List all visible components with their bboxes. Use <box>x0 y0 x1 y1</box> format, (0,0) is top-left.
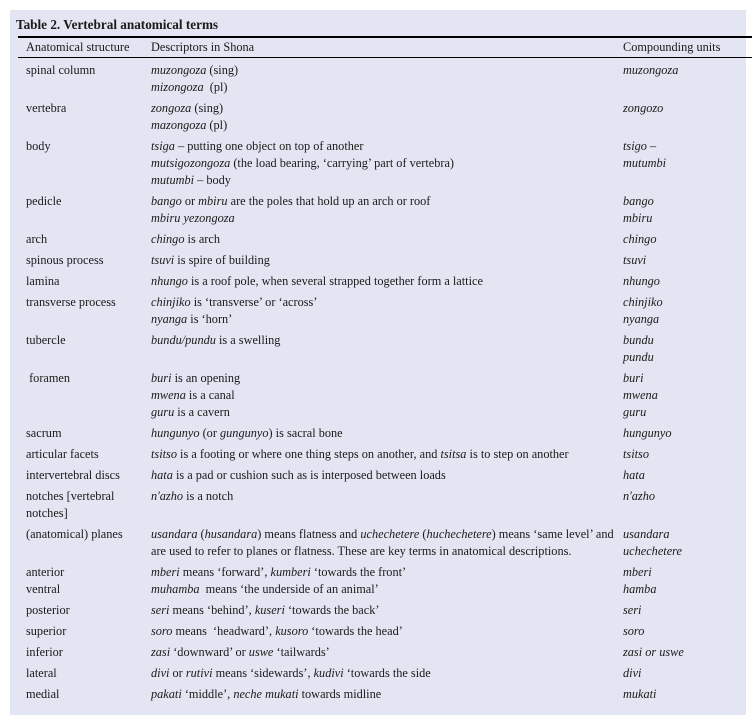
shona-descriptor-cell <box>151 644 611 661</box>
shona-term: mbiru yezongoza <box>151 211 235 225</box>
shona-term: chinjiko <box>151 295 191 309</box>
descriptor-line <box>151 332 611 349</box>
descriptor-line <box>151 404 611 421</box>
anatomical-structure-cell <box>26 665 141 682</box>
compounding-unit-cell <box>623 294 748 328</box>
compounding-unit: mutumbi <box>623 156 667 170</box>
descriptor-line <box>151 100 611 117</box>
anatomical-structure-cell <box>26 581 141 598</box>
descriptor-line <box>151 311 611 328</box>
descriptor-text: or <box>169 666 186 680</box>
shona-term: tsuvi <box>151 253 175 267</box>
descriptor-line <box>151 370 611 387</box>
descriptor-text: is a canal <box>185 388 235 402</box>
shona-term: neche mukati <box>233 687 299 701</box>
shona-term: n'azho <box>151 489 184 503</box>
header-anatomical-structure: Anatomical structure <box>26 40 130 54</box>
structure-line: spinal column <box>26 63 96 77</box>
shona-term: zasi <box>151 645 171 659</box>
descriptor-text: – putting one object on top of another <box>174 139 364 153</box>
descriptor-line <box>151 564 611 581</box>
compounding-unit: hamba <box>623 582 657 596</box>
anatomical-structure-cell <box>26 231 141 248</box>
anatomical-structure-cell <box>26 488 141 522</box>
shona-term: kudivi <box>313 666 344 680</box>
compounding-unit-cell <box>623 273 748 290</box>
descriptor-text: (pl) <box>206 118 228 132</box>
shona-term: muhamba <box>151 582 200 596</box>
anatomical-structure-cell <box>26 252 141 269</box>
descriptor-line <box>151 623 611 640</box>
shona-term: rutivi <box>185 666 213 680</box>
compounding-unit: chinjiko <box>623 295 663 309</box>
descriptor-line <box>151 665 611 682</box>
shona-term: seri <box>151 603 170 617</box>
descriptor-text: ) means flatness and <box>257 527 361 541</box>
structure-line: anterior <box>26 565 65 579</box>
shona-term: pakati <box>151 687 182 701</box>
structure-line: ventral <box>26 582 61 596</box>
anatomical-structure-cell <box>26 526 141 543</box>
structure-line: intervertebral discs <box>26 468 120 482</box>
shona-descriptor-cell <box>151 231 611 248</box>
compounding-unit-cell <box>623 644 748 661</box>
shona-descriptor-cell <box>151 488 611 505</box>
descriptor-text: are used to refer to planes or flatness. These are key terms in anatomical descriptions. <box>151 544 572 558</box>
descriptor-line <box>151 686 611 703</box>
shona-term: usandara <box>151 527 198 541</box>
descriptor-text: is a roof pole, when several strapped together form a lattice <box>187 274 483 288</box>
compounding-unit: hungunyo <box>623 426 672 440</box>
compounding-unit: mberi <box>623 565 652 579</box>
compounding-unit-cell <box>623 193 748 227</box>
shona-descriptor-cell <box>151 526 614 560</box>
shona-term: guru <box>151 405 175 419</box>
structure-line: lateral <box>26 666 57 680</box>
descriptor-text: is to step on another <box>466 447 569 461</box>
descriptor-line <box>151 210 611 227</box>
compounding-unit: pundu <box>623 350 654 364</box>
shona-term: kumberi <box>270 565 311 579</box>
shona-descriptor-cell <box>151 62 611 96</box>
compounding-unit-cell <box>623 665 748 682</box>
compounding-unit: hata <box>623 468 645 482</box>
shona-term: mutumbi <box>151 173 195 187</box>
compounding-unit-cell <box>623 332 748 366</box>
compounding-unit: chingo <box>623 232 657 246</box>
shona-term: mutsigozongoza <box>151 156 231 170</box>
descriptor-text: means ‘headward’, <box>172 624 276 638</box>
shona-term: zongoza <box>151 101 192 115</box>
shona-term: kusoro <box>275 624 309 638</box>
compounding-unit-cell <box>623 231 748 248</box>
descriptor-text: (sing) <box>191 101 224 115</box>
shona-term: mwena <box>151 388 186 402</box>
descriptor-text: means ‘the underside of an animal’ <box>199 582 379 596</box>
descriptor-text: is ‘horn’ <box>187 312 233 326</box>
compounding-unit: seri <box>623 603 642 617</box>
descriptor-text: (or <box>199 426 220 440</box>
compounding-unit-cell <box>623 602 748 619</box>
compounding-unit-cell <box>623 564 748 581</box>
structure-line: notches [vertebral <box>26 489 115 503</box>
descriptor-line <box>151 644 611 661</box>
shona-descriptor-cell <box>151 446 611 463</box>
descriptor-text: is arch <box>184 232 220 246</box>
descriptor-text: ) is sacral bone <box>268 426 343 440</box>
structure-line: lamina <box>26 274 60 288</box>
shona-descriptor-cell <box>151 665 611 682</box>
descriptor-text: (sing) <box>206 63 239 77</box>
shona-term: hata <box>151 468 173 482</box>
shona-term: chingo <box>151 232 185 246</box>
shona-term: muzongoza <box>151 63 207 77</box>
compounding-unit: soro <box>623 624 645 638</box>
shona-term: mazongoza <box>151 118 207 132</box>
compounding-unit: mukati <box>623 687 657 701</box>
anatomical-structure-cell <box>26 467 141 484</box>
compounding-unit-cell <box>623 425 748 442</box>
compounding-unit-cell <box>623 488 748 505</box>
header-descriptors: Descriptors in Shona <box>151 40 255 54</box>
anatomical-structure-cell <box>26 100 141 117</box>
descriptor-line <box>151 155 611 172</box>
descriptor-text: ‘tailwards’ <box>273 645 330 659</box>
shona-term: uswe <box>248 645 274 659</box>
descriptor-text: ‘towards the front’ <box>310 565 407 579</box>
descriptor-line <box>151 172 611 189</box>
top-rule <box>18 36 752 38</box>
compounding-unit: mbiru <box>623 211 653 225</box>
descriptor-text: ( <box>419 527 427 541</box>
descriptor-line <box>151 138 611 155</box>
compounding-unit-cell <box>623 581 748 598</box>
structure-line: pedicle <box>26 194 62 208</box>
compounding-unit-cell <box>623 138 748 172</box>
descriptor-text: is a cavern <box>174 405 230 419</box>
structure-line: articular facets <box>26 447 99 461</box>
descriptor-text: towards midline <box>298 687 382 701</box>
compounding-unit: guru <box>623 405 647 419</box>
header-rule <box>18 57 752 58</box>
shona-descriptor-cell <box>151 332 611 349</box>
descriptor-text: ‘downward’ or <box>170 645 249 659</box>
shona-term: nhungo <box>151 274 188 288</box>
anatomical-structure-cell <box>26 623 141 640</box>
shona-term: mizongoza <box>151 80 204 94</box>
anatomical-structure-cell <box>26 193 141 210</box>
shona-term: kuseri <box>254 603 285 617</box>
header-compounding-units: Compounding units <box>623 40 721 54</box>
descriptor-text: (pl) <box>203 80 228 94</box>
descriptor-line <box>151 62 611 79</box>
compounding-unit: nyanga <box>623 312 660 326</box>
descriptor-text: ) means ‘same level’ and <box>491 527 614 541</box>
compounding-unit: muzongoza <box>623 63 679 77</box>
descriptor-line <box>151 231 611 248</box>
shona-term: buri <box>151 371 172 385</box>
compounding-unit-cell <box>623 62 748 79</box>
compounding-unit: tsuvi <box>623 253 647 267</box>
descriptor-text: – body <box>194 173 231 187</box>
compounding-unit-cell <box>623 446 748 463</box>
descriptor-line <box>151 294 611 311</box>
shona-descriptor-cell <box>151 602 611 619</box>
compounding-unit-cell <box>623 686 748 703</box>
descriptor-line <box>151 446 611 463</box>
shona-descriptor-cell <box>151 252 611 269</box>
shona-descriptor-cell <box>151 467 611 484</box>
shona-term: mbiru <box>198 194 228 208</box>
anatomical-structure-cell <box>26 294 141 311</box>
compounding-unit: tsigo – <box>623 139 657 153</box>
structure-line: spinous process <box>26 253 104 267</box>
descriptor-text: ( <box>197 527 205 541</box>
compounding-unit: n'azho <box>623 489 656 503</box>
table-caption: Table 2. Vertebral anatomical terms <box>16 17 219 32</box>
anatomical-structure-cell <box>26 564 141 581</box>
structure-line: (anatomical) planes <box>26 527 123 541</box>
compounding-unit-cell <box>623 467 748 484</box>
compounding-unit: mwena <box>623 388 658 402</box>
compounding-unit: divi <box>623 666 642 680</box>
shona-term: husandara <box>204 527 258 541</box>
descriptor-line <box>151 117 611 134</box>
shona-term: tsiga <box>151 139 175 153</box>
structure-line: medial <box>26 687 60 701</box>
descriptor-text: is an opening <box>171 371 241 385</box>
descriptor-text: ‘towards the back’ <box>284 603 380 617</box>
shona-descriptor-cell <box>151 273 611 290</box>
descriptor-text: is a notch <box>183 489 234 503</box>
shona-term: bango <box>151 194 182 208</box>
descriptor-text: are the poles that hold up an arch or roof <box>227 194 431 208</box>
shona-term: tsitsa <box>440 447 467 461</box>
anatomical-structure-cell <box>26 138 141 155</box>
shona-term: soro <box>151 624 173 638</box>
shona-term: tsitso <box>151 447 177 461</box>
descriptor-line <box>151 252 611 269</box>
shona-descriptor-cell <box>151 370 611 421</box>
descriptor-line <box>151 193 611 210</box>
shona-term: nyanga <box>151 312 188 326</box>
shona-descriptor-cell <box>151 581 611 598</box>
structure-line: arch <box>26 232 48 246</box>
shona-descriptor-cell <box>151 294 611 328</box>
descriptor-text: means ‘behind’, <box>169 603 255 617</box>
compounding-unit-cell <box>623 370 748 421</box>
anatomical-structure-cell <box>26 425 141 442</box>
descriptor-line <box>151 581 611 598</box>
anatomical-structure-cell <box>26 370 141 387</box>
descriptor-text: ‘towards the head’ <box>308 624 403 638</box>
compounding-unit-cell <box>623 623 748 640</box>
shona-descriptor-cell <box>151 686 611 703</box>
descriptor-line <box>151 387 611 404</box>
anatomical-structure-cell <box>26 686 141 703</box>
anatomical-structure-cell <box>26 446 141 463</box>
descriptor-text: means ‘sidewards’, <box>212 666 314 680</box>
descriptor-line <box>151 602 611 619</box>
structure-line: body <box>26 139 51 153</box>
descriptor-text: is a pad or cushion such as is interposed between loads <box>172 468 446 482</box>
shona-term: huchechetere <box>426 527 492 541</box>
structure-line: vertebra <box>26 101 67 115</box>
compounding-unit: buri <box>623 371 644 385</box>
descriptor-line <box>151 273 611 290</box>
compounding-unit-cell <box>623 100 748 117</box>
descriptor-text: (the load bearing, ‘carrying’ part of vertebra) <box>230 156 454 170</box>
structure-line: sacrum <box>26 426 62 440</box>
compounding-unit: bango <box>623 194 654 208</box>
structure-line: notches] <box>26 506 68 520</box>
descriptor-text: means ‘forward’, <box>179 565 271 579</box>
shona-descriptor-cell <box>151 425 611 442</box>
structure-line: inferior <box>26 645 63 659</box>
anatomical-structure-cell <box>26 273 141 290</box>
structure-line: foramen <box>26 371 71 385</box>
shona-term: uchechetere <box>360 527 420 541</box>
structure-line: transverse process <box>26 295 116 309</box>
descriptor-text: or <box>181 194 199 208</box>
structure-line: superior <box>26 624 67 638</box>
compounding-unit: tsitso <box>623 447 649 461</box>
shona-descriptor-cell <box>151 623 611 640</box>
descriptor-text: is a swelling <box>215 333 281 347</box>
compounding-unit: zongozo <box>623 101 664 115</box>
shona-term: divi <box>151 666 170 680</box>
descriptor-text: is a footing or where one thing steps on another, and <box>176 447 441 461</box>
structure-line: posterior <box>26 603 70 617</box>
compounding-unit: bundu <box>623 333 654 347</box>
compounding-unit: nhungo <box>623 274 660 288</box>
descriptor-text: is ‘transverse’ or ‘across’ <box>190 295 318 309</box>
descriptor-line <box>151 425 611 442</box>
anatomical-structure-cell <box>26 602 141 619</box>
shona-descriptor-cell <box>151 138 611 189</box>
compounding-unit: usandara <box>623 527 670 541</box>
descriptor-line <box>151 526 614 543</box>
compounding-unit: uchechetere <box>623 544 682 558</box>
descriptor-line <box>151 543 611 560</box>
anatomical-structure-cell <box>26 644 141 661</box>
descriptor-text: ‘towards the side <box>343 666 431 680</box>
shona-descriptor-cell <box>151 193 611 227</box>
structure-line: tubercle <box>26 333 66 347</box>
anatomical-structure-cell <box>26 62 141 79</box>
descriptor-text: is spire of building <box>174 253 270 267</box>
shona-descriptor-cell <box>151 100 611 134</box>
shona-term: hungunyo <box>151 426 200 440</box>
shona-term: bundu/pundu <box>151 333 216 347</box>
compounding-unit-cell <box>623 252 748 269</box>
descriptor-line <box>151 467 611 484</box>
descriptor-line <box>151 79 611 96</box>
shona-term: gungunyo <box>220 426 269 440</box>
anatomical-structure-cell <box>26 332 141 349</box>
shona-descriptor-cell <box>151 564 611 581</box>
descriptor-line <box>151 488 611 505</box>
descriptor-text: ‘middle’, <box>181 687 234 701</box>
shona-term: mberi <box>151 565 180 579</box>
compounding-unit: zasi or uswe <box>623 645 684 659</box>
compounding-unit-cell <box>623 526 748 560</box>
